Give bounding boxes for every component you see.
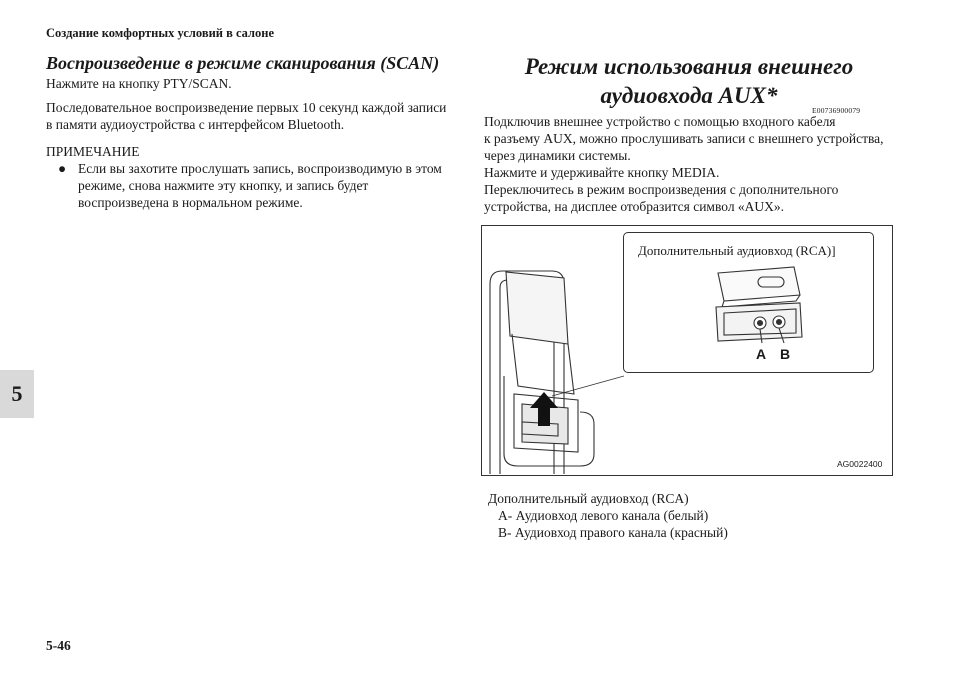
heading-line: аудиовхода AUX* (600, 83, 778, 108)
label-a: A (756, 346, 767, 362)
aux-instruction (484, 164, 838, 215)
section-code: E00736900079 (812, 106, 861, 115)
note-label: ПРИМЕЧАНИЕ (46, 144, 140, 159)
caption-item: B- Аудиовход правого канала (красный) (498, 525, 728, 540)
heading-line: Режим использования внешнего (524, 54, 854, 79)
rca-jack-illustration (624, 233, 873, 372)
text-line: Последовательное воспроизведение первых 10 секунд каждой записи (46, 100, 447, 115)
callout-title: Дополнительный аудиовход (RCA)] (638, 243, 836, 258)
chapter-tab (0, 370, 34, 418)
text-line: к разъему AUX, можно прослушивать записи с внешнего устройства, (484, 131, 884, 146)
aux-description (484, 113, 884, 164)
scan-section-heading: Воспроизведение в режиме сканирования (SCAN) (46, 53, 440, 73)
note-text (78, 160, 442, 211)
text-line: через динамики системы. (484, 148, 631, 163)
text-line: Подключив внешнее устройство с помощью входного кабеля (484, 114, 836, 129)
text-line: режиме, снова нажмите эту кнопку, и запись будет (78, 178, 369, 193)
caption-title: Дополнительный аудиовход (RCA) (488, 491, 689, 506)
figure-caption (488, 490, 728, 541)
figure-code: AG0022400 (837, 459, 883, 469)
text-line: воспроизведена в нормальном режиме. (78, 195, 303, 210)
chapter-number: 5 (11, 381, 23, 406)
text-line: в памяти аудиоустройства с интерфейсом Bluetooth. (46, 117, 345, 132)
page-number: 5-46 (46, 638, 71, 653)
caption-item: A- Аудиовход левого канала (белый) (498, 508, 709, 523)
text-line: устройства, на дисплее отобразится символ «AUX». (484, 199, 785, 214)
aux-figure (481, 225, 893, 476)
scan-description (46, 99, 446, 133)
text-line: Если вы захотите прослушать запись, воспроизводимую в этом (78, 161, 442, 176)
running-header: Создание комфортных условий в салоне (46, 26, 275, 40)
label-b: B (780, 346, 791, 362)
scan-instruction: Нажмите на кнопку PTY/SCAN. (46, 76, 232, 91)
aux-callout (623, 232, 874, 373)
aux-section-heading (484, 52, 894, 110)
note-bullet: ● (58, 161, 67, 176)
text-line: Нажмите и удерживайте кнопку MEDIA. (484, 165, 720, 180)
text-line: Переключитесь в режим воспроизведения с дополнительного (484, 182, 839, 197)
